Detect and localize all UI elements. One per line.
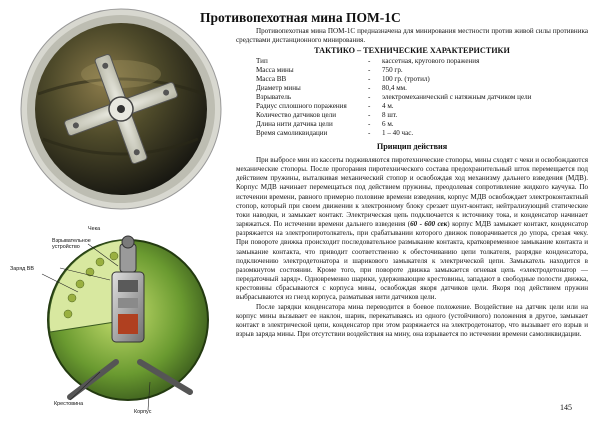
mine-cutaway-diagram [30, 222, 220, 417]
page-title: Противопехотная мина ПОМ-1С [200, 10, 401, 25]
spec-dash: - [368, 120, 371, 129]
specs-heading: ТАКТИКО – ТЕХНИЧЕСКИЕ ХАРАКТЕРИСТИКИ [314, 46, 510, 55]
spec-label: Тип [256, 57, 268, 65]
spec-value: 80,4 мм. [382, 84, 407, 93]
label-charge: Заряд ВВ [10, 266, 34, 272]
label-fuse-device-1: Взрывательное [52, 238, 91, 244]
label-fuse-device-2: устройство [52, 244, 80, 250]
spec-value: 6 м. [382, 120, 394, 129]
para1-part-b: ) корпус МДВ замыкает контакт, конденсатор разряжается на электропиротолкатель, при срабатывании которого движок поворачивается до упора, срезая чеку. При повороте движка происходит последовательное размыкание контакта, кратковременное замыкание контакта и замыкание контакта, что приводит соответственно к обесточиванию цепи толкателя, разрядке конденсатора, подключению электродетонатора и шарикового замыкателя к электрической цепи. Замыкатель находится в разомкнутом состоянии. Кроме того, при повороте движка замыкается огневая цепь «электродетонатор — передаточный заряд». Одновременно шарики, удерживающие крестовины, западают в свободные полости движка, крестовины сбрасываются с корпуса мины, освобождая якоря датчиков цели. Якоря под действием пружин выбрасываются из гнезд корпуса, разматывая нити датчиков цели. [236, 220, 589, 302]
para1-part-a: При выбросе мин из кассеты подживляются пиротехнические стопоры, мины сходят с чеки и освобождаются механические стопоры. После прогорания пиротехнического состава предохранительный шток перемещается под действием пружины, выталкивая механический стопор и освобождая ход механизму дальнего взведения (МДВ). Корпус МДВ начинает перемещаться под действием пружины, преодолевая сопротивление жидкого каучука. По истечении времени, равного примерно половине времени взведения, корпус МДВ освобождает электроконтактный стопор, который при своем движении к электронному блоку срезает шунт-контакт, нейтрализующий статические токи наводки, и замыкает контакт. Электрическая цепь подключается к источнику тока, и конденсатор начинает заряжаться. По истечении времени дальнего взведения ( [236, 156, 588, 229]
label-cross: Крестовина [54, 401, 84, 407]
spec-row [256, 102, 586, 111]
spec-label: Взрыватель [256, 93, 292, 102]
spec-value: 100 гр. (тротил) [382, 75, 430, 84]
spec-dash: - [368, 66, 371, 75]
spec-label: Диаметр мины [256, 84, 301, 93]
principle-paragraph-1 [236, 156, 588, 303]
spec-dash: - [368, 129, 371, 138]
spec-row [256, 66, 586, 75]
spec-row [256, 57, 586, 66]
principle-heading: Принцип действия [376, 142, 448, 151]
spec-value: электромеханический с натяжным датчиком цели [382, 93, 532, 102]
spec-dash: - [368, 111, 371, 120]
spec-label: Радиус сплошного поражения [256, 102, 347, 111]
spec-label: Масса ВВ [256, 75, 287, 84]
specs-table [256, 57, 586, 138]
para1-time: 60 - 600 сек [410, 220, 448, 229]
principle-text [236, 156, 588, 339]
spec-dash: - [368, 93, 371, 102]
spec-label: Масса мины [256, 66, 294, 75]
label-body: Корпус [134, 409, 152, 415]
page-number: 145 [560, 403, 572, 412]
spec-row [256, 84, 586, 93]
spec-row [256, 129, 586, 138]
spec-value: 750 гр. [382, 66, 403, 75]
spec-label: Время самоликвидации [256, 129, 328, 138]
spec-value: кассетная, кругового поражения [382, 57, 480, 65]
spec-row [256, 75, 586, 84]
spec-dash: - [368, 102, 371, 111]
spec-dash: - [368, 84, 371, 93]
spec-row [256, 93, 586, 102]
spec-row [256, 120, 586, 129]
spec-dash: - [368, 57, 371, 65]
label-check: Чека [88, 226, 101, 232]
spec-dash: - [368, 75, 371, 84]
spec-value: 8 шт. [382, 111, 398, 120]
spec-label: Длина нити датчика цели [256, 120, 333, 129]
spec-value: 4 м. [382, 102, 394, 111]
mine-photo [8, 4, 234, 214]
intro-paragraph: Противопехотная мина ПОМ-1С предназначена для минирования местности против живой силы противника средствами дистанционного минирования. [236, 27, 588, 45]
spec-value: 1 – 40 час. [382, 129, 414, 138]
principle-paragraph-2: После зарядки конденсатора мина переводится в боевое положение. Воздействие на датчик цели или на корпус мины вызывает ее наклон, шарик, перекатываясь из одного (устойчивого) положения в другое, замыкает контакт в электрической цепи, конденсатор при этом разряжается на электродетонатор, что вызывает его взрыв и взрыв заряда мины. При отсутствии воздействия на мину, она взрывается по истечении времени самоликвидации. [236, 302, 588, 338]
spec-row [256, 111, 586, 120]
spec-label: Количество датчиков цели [256, 111, 337, 120]
